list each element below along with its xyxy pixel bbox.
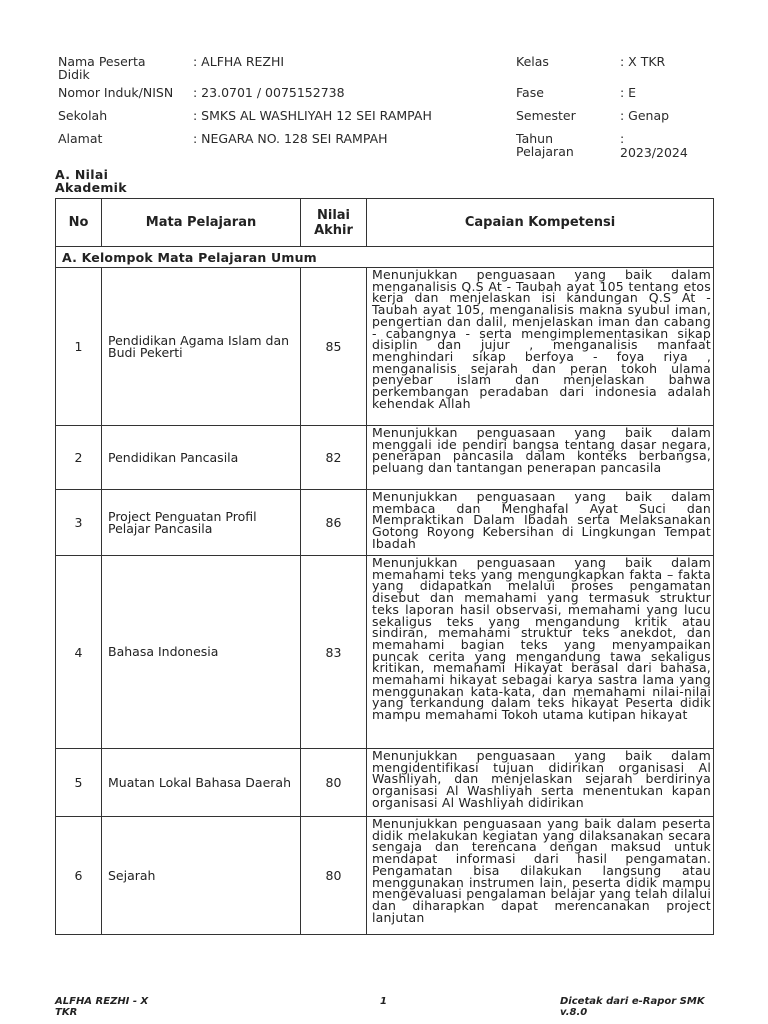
row-subject: Pendidikan Agama Islam dan Budi Pekerti	[102, 268, 301, 426]
row-number: 1	[56, 268, 102, 426]
row-subject: Pendidikan Pancasila	[102, 426, 301, 490]
footer-right: Dicetak dari e-Rapor SMK v.8.0	[560, 996, 705, 1018]
row-competency: Menunjukkan penguasaan yang baik dalam peserta didik melakukan kegiatan yang dilaksanakan secara sengaja dan terencana dengan maksud untuk mendapat informasi dari hasil pengamatan. Pengamatan bisa dilakukan langsung atau menggunakan instrumen lain, peserta didik mampu mengevaluasi pengalaman belajar yang telah dilalui dan diharapkan dapat merencanakan project lanjutan	[367, 817, 714, 935]
class-value: : X TKR	[620, 54, 666, 69]
row-subject: Project Penguatan Profil Pelajar Pancasila	[102, 490, 301, 556]
row-score: 83	[301, 556, 367, 749]
address-value: : NEGARA NO. 128 SEI RAMPAH	[193, 131, 388, 146]
table-row	[56, 490, 714, 556]
year-colon: :	[620, 131, 625, 146]
table-row	[56, 817, 714, 935]
nisn-value: : 23.0701 / 0075152738	[193, 85, 345, 100]
student-name-label: Nama Peserta Didik	[58, 54, 146, 82]
row-score: 80	[301, 749, 367, 817]
address-label: Alamat	[58, 131, 103, 146]
row-competency: Menunjukkan penguasaan yang baik dalam menganalisis Q.S At - Taubah ayat 105 tentang etos kerja dan menjelaskan isi kandungan Q.S At - Taubah ayat 105, menganalisis makna syubul iman, pengertian dan dalil, menjelaskan iman dan cabang - cabangnya - serta mengimplementasikan sikap disiplin dan jujur , menganalisis manfaat menghindari sikap berfoya - foya riya , menganalisis sejarah dan peran tokoh ulama penyebar islam dan menjelaskan bahwa perkembangan peradaban dari indonesia adalah kehendak Allah	[367, 268, 714, 426]
school-value: : SMKS AL WASHLIYAH 12 SEI RAMPAH	[193, 108, 432, 123]
row-competency: Menunjukkan penguasaan yang baik dalam menggali ide pendiri bangsa tentang dasar negara, penerapan pancasila dalam konteks berbangsa, peluang dan tantangan penerapan pancasila	[367, 426, 714, 490]
phase-value: : E	[620, 85, 637, 100]
row-subject: Sejarah	[102, 817, 301, 935]
nisn-label: Nomor Induk/NISN	[58, 85, 174, 100]
row-score: 86	[301, 490, 367, 556]
row-subject: Bahasa Indonesia	[102, 556, 301, 749]
table-row	[56, 556, 714, 749]
header-score: Nilai Akhir	[301, 199, 367, 247]
table-row	[56, 268, 714, 426]
student-name-value: : ALFHA REZHI	[193, 54, 285, 69]
footer-page-number: 1	[380, 996, 387, 1007]
row-score: 85	[301, 268, 367, 426]
row-number: 5	[56, 749, 102, 817]
row-number: 6	[56, 817, 102, 935]
row-subject: Muatan Lokal Bahasa Daerah	[102, 749, 301, 817]
semester-label: Semester	[516, 108, 576, 123]
row-number: 2	[56, 426, 102, 490]
row-competency: Menunjukkan penguasaan yang baik dalam mengidentifikasi tujuan didirikan organisasi Al Washliyah, dan menjelaskan sejarah berdirinya organisasi Al Washliyah serta menentukan kapan organisasi Al Washliyah didirikan	[367, 749, 714, 817]
table-header-row	[56, 199, 714, 247]
header-competency: Capaian Kompetensi	[367, 199, 714, 247]
row-competency: Menunjukkan penguasaan yang baik dalam memahami teks yang mengungkapkan fakta – fakta yang didapatkan melalui proses pengamatan disebut dan memahami yang termasuk struktur teks laporan hasil observasi, memahami yang lucu sekaligus teks yang mengandung kritik atau sindiran, memahami struktur teks anekdot, dan memahami bagian teks yang menyampaikan puncak cerita yang mengandung tawa sekaligus kritikan, memahami Hikayat berasal dari bahasa, memahami hikayat sebagai karya sastra lama yang menggunakan kata-kata, dan memahami nilai-nilai yang terkandung dalam teks hikayat Peserta didik mampu memahami Tokoh utama kutipan hikayat	[367, 556, 714, 749]
group-row	[56, 247, 714, 268]
row-competency: Menunjukkan penguasaan yang baik dalam membaca dan Menghafal Ayat Suci dan Mempraktikan Dalam Ibadah serta Melaksanakan Gotong Royong Kebersihan di Lingkungan Tempat Ibadah	[367, 490, 714, 556]
row-score: 80	[301, 817, 367, 935]
class-label: Kelas	[516, 54, 549, 69]
header-no: No	[56, 199, 102, 247]
footer-left: ALFHA REZHI - X TKR	[55, 996, 149, 1018]
phase-label: Fase	[516, 85, 544, 100]
section-title: A. Nilai Akademik	[55, 167, 127, 195]
header-subject: Mata Pelajaran	[102, 199, 301, 247]
school-label: Sekolah	[58, 108, 108, 123]
table-row	[56, 426, 714, 490]
row-number: 3	[56, 490, 102, 556]
table-row	[56, 749, 714, 817]
row-score: 82	[301, 426, 367, 490]
row-number: 4	[56, 556, 102, 749]
year-value: 2023/2024	[620, 145, 688, 160]
year-label: Tahun Pelajaran	[516, 131, 574, 159]
grades-table	[55, 198, 714, 935]
group-label: A. Kelompok Mata Pelajaran Umum	[56, 247, 714, 268]
semester-value: : Genap	[620, 108, 670, 123]
